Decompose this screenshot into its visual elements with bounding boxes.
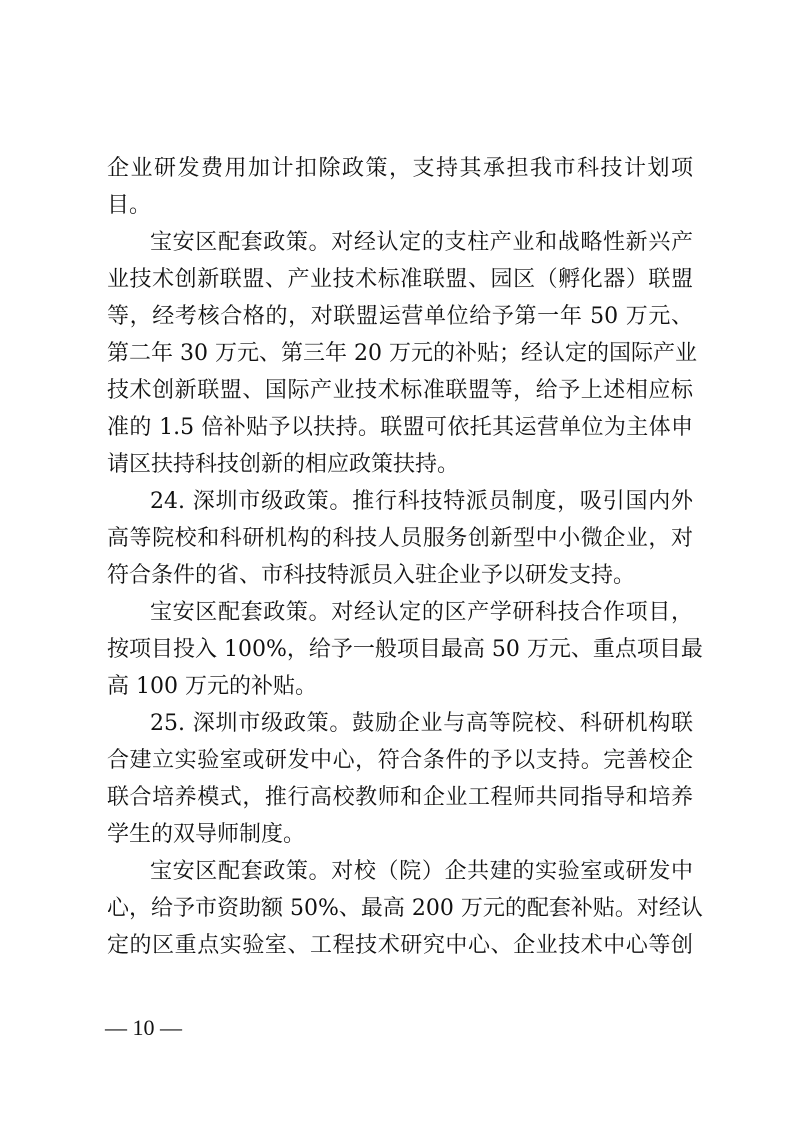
body-text-line: 学生的双导师制度。 xyxy=(107,822,306,847)
body-text-line: 请区扶持科技创新的相应政策扶持。 xyxy=(107,452,460,477)
body-text-line: 心，给予市资助额 50%、最高 200 万元的配套补贴。对经认 xyxy=(107,896,703,921)
body-text-line: 准的 1.5 倍补贴予以扶持。联盟可依托其运营单位为主体申 xyxy=(107,415,693,440)
body-text-line: 高 100 万元的补贴。 xyxy=(107,674,317,699)
body-text-line: 按项目投入 100%，给予一般项目最高 50 万元、重点项目最 xyxy=(107,637,703,662)
paragraph-first-line: 25. 深圳市级政策。鼓励企业与高等院校、科研机构联 xyxy=(150,711,693,736)
body-text-line: 联合培养模式，推行高校教师和企业工程师共同指导和培养 xyxy=(107,785,693,810)
body-text-line: 等，经考核合格的，对联盟运营单位给予第一年 50 万元、 xyxy=(107,304,693,329)
body-text-line: 定的区重点实验室、工程技术研究中心、企业技术中心等创 xyxy=(107,933,693,958)
body-text-line: 技术创新联盟、国际产业技术标准联盟等，给予上述相应标 xyxy=(107,378,693,403)
paragraph-first-line: 宝安区配套政策。对校（院）企共建的实验室或研发中 xyxy=(150,859,693,884)
body-text-line: 业技术创新联盟、产业技术标准联盟、园区（孵化器）联盟 xyxy=(107,267,693,292)
paragraph-first-line: 宝安区配套政策。对经认定的区产学研科技合作项目， xyxy=(150,600,693,625)
body-text-line: 企业研发费用加计扣除政策，支持其承担我市科技计划项 xyxy=(107,156,693,181)
paragraph-first-line: 宝安区配套政策。对经认定的支柱产业和战略性新兴产 xyxy=(150,230,693,255)
paragraph-first-line: 24. 深圳市级政策。推行科技特派员制度，吸引国内外 xyxy=(150,489,693,514)
body-text-line: 符合条件的省、市科技特派员入驻企业予以研发支持。 xyxy=(107,563,636,588)
page-number: — 10 — xyxy=(105,1015,182,1040)
body-text-line: 高等院校和科研机构的科技人员服务创新型中小微企业，对 xyxy=(107,526,693,551)
body-text-line: 目。 xyxy=(107,193,152,218)
body-text-line: 合建立实验室或研发中心，符合条件的予以支持。完善校企 xyxy=(107,748,693,773)
body-text-line: 第二年 30 万元、第三年 20 万元的补贴；经认定的国际产业 xyxy=(107,341,697,366)
